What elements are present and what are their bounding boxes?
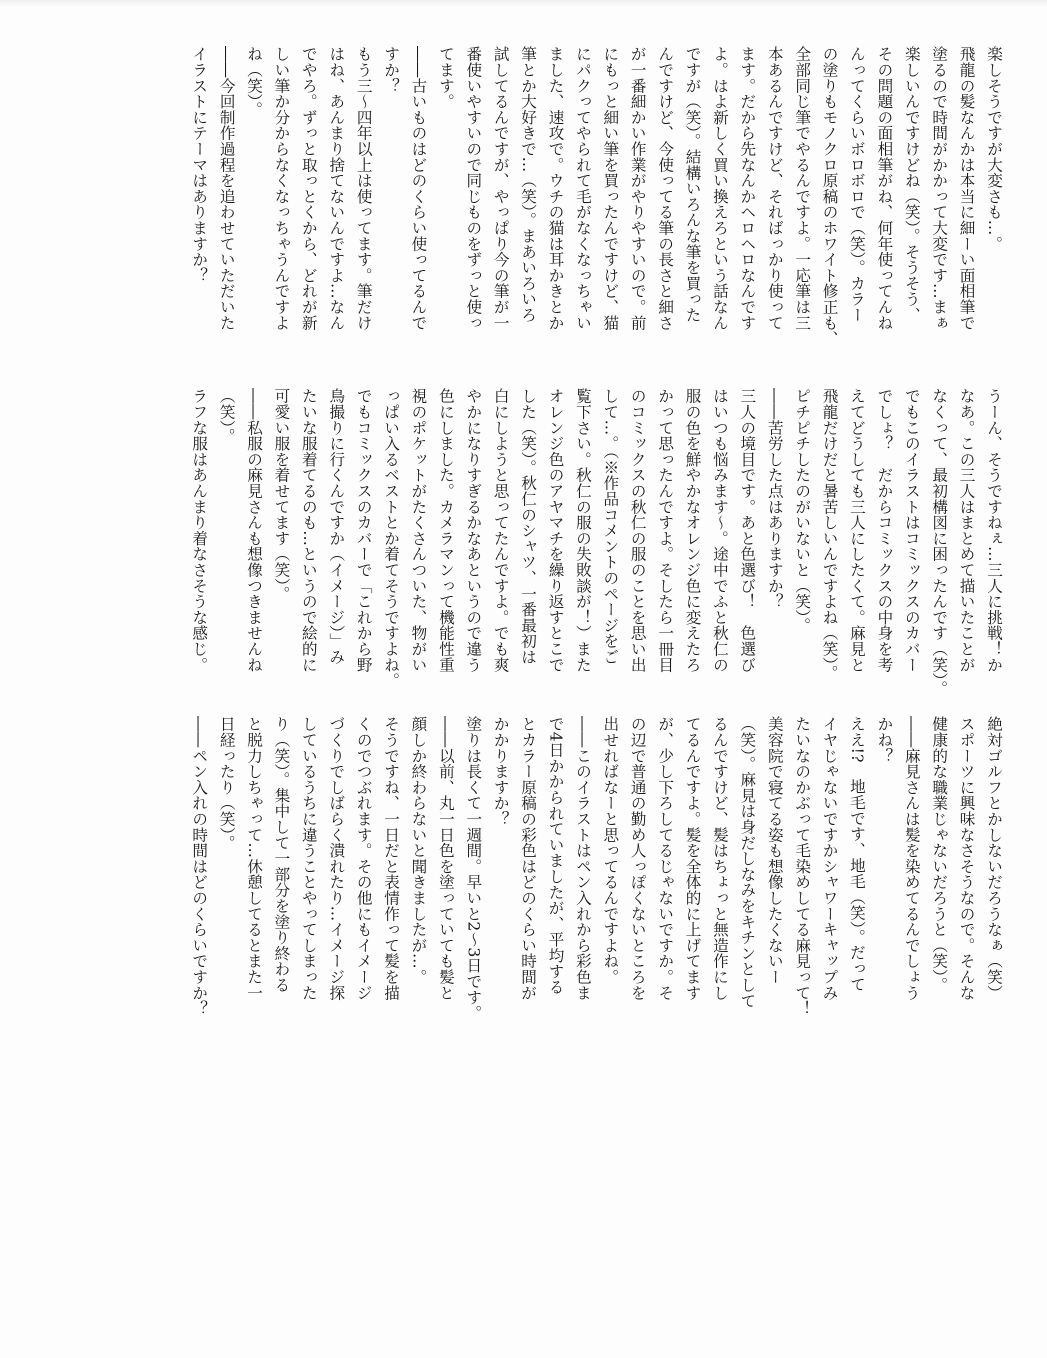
text-line: が一番細かい作業がやりやすいので。前: [628, 46, 647, 331]
text-line: しい筆か分からなくなっちゃうんですよ: [272, 46, 291, 331]
text-line: るんですけど、髪はちょっと無造作にし: [710, 716, 729, 1001]
text-line: くのでつぶれます。その他にもイメージ: [354, 716, 373, 1001]
text-line: えてどうしても三人にしたくて。麻見と: [847, 388, 866, 673]
text-line: 色にしました。カメラマンって機能性重: [436, 388, 455, 673]
text-line: でやろ。ずっと取っとくから、どれが新: [299, 46, 318, 331]
text-line: 覧下さい。秋仁の服の失敗談が！）また: [573, 388, 592, 673]
text-line: ですが（笑）。結構いろんな筆を買った: [683, 46, 702, 323]
text-line: んですけど、今使ってる筆の長さと細さ: [656, 46, 675, 331]
text-line: と脱力しちゃって…休憩してるとまた一: [245, 716, 264, 1001]
text-line: ラフな服はあんまり着なさそうな感じ。: [190, 388, 209, 673]
text-line: ええ!? 地毛です、地毛（笑）。だって: [847, 716, 866, 992]
text-line: ――麻見さんは髪を染めてるんでしょう: [902, 716, 921, 1001]
text-line: の辺で普通の勤め人っぽくないところを: [628, 716, 647, 1001]
text-line: とカラー原稿の彩色はどのくらい時間が: [519, 716, 538, 1001]
text-line: 白にしようと思ってたんですよ。でも爽: [491, 388, 510, 673]
text-line: 視のポケットがたくさんついた、物がい: [409, 388, 428, 673]
text-line: で4日かかられていましたが、平均する: [546, 716, 565, 995]
text-line: 塗りは長くて一週間。早いと2～3日です。: [464, 716, 483, 1021]
text-line: ね（笑）。: [245, 46, 264, 118]
text-line: よ。はよ新しく買い換えろという話なん: [710, 46, 729, 331]
text-line: の塗りもモノクロ原稿のホワイト修正も、: [820, 46, 839, 347]
text-block-middle: [185, 388, 1007, 704]
text-line: にパクってやられて毛がなくなっちゃい: [573, 46, 592, 331]
text-line: なあ。この三人はまとめて描いたことが: [957, 388, 976, 673]
text-line: 顔しか終わらないと聞きましたが…。: [409, 716, 428, 985]
text-line: 服の色を鮮やかなオレンジ色に変えたろ: [683, 388, 702, 673]
text-line: 飛龍だけだと暑苦しいんですよね（笑）。: [820, 388, 839, 681]
text-line: はいつも悩みます～。途中でふと秋仁の: [710, 388, 729, 673]
text-line: 日経ったり（笑）。: [217, 716, 236, 851]
text-line: 楽しいんですけどね（笑）。そうそう、: [902, 46, 921, 323]
text-line: オレンジ色のアヤマチを繰り返すとこで: [546, 388, 565, 673]
text-line: （笑）。麻見は身だしなみをキチンとして: [738, 716, 757, 1009]
text-line: てます。: [436, 46, 455, 110]
text-line: り（笑）。集中して一部分を塗り終わる: [272, 716, 291, 993]
text-line: かかりますか？: [491, 716, 510, 827]
text-line: づくりでしばらく潰れたり…イメージ探: [327, 716, 346, 1001]
text-line: てるんですよ。髪を全体的に上げてます: [683, 716, 702, 1001]
text-line: うーん、そうですねぇ…三人に挑戦！か: [985, 388, 1003, 673]
text-line: 楽しそうですが大変さも…。: [985, 46, 1003, 252]
text-line: ――苦労した点はありますか？: [765, 388, 784, 610]
text-line: ――ペン入れの時間はどのくらいですか？: [190, 716, 209, 1017]
text-line: ――今回制作過程を追わせていただいた: [217, 46, 236, 331]
text-line: 健康的な職業じゃないだろうと（笑）。: [930, 716, 949, 993]
text-line: でしょ？ だからコミックスの中身を考: [875, 388, 894, 673]
text-line: スポーツに興味なさそうなので。そんな: [957, 716, 976, 1001]
text-line: んってくらいボロボロで（笑）。カラー: [847, 46, 866, 323]
text-line: 全部同じ筆でやるんですよ。一応筆は三: [793, 46, 812, 331]
text-line: 出せればなーと思ってるんですよね。: [601, 716, 620, 985]
text-line: でもコミックスのカバーで「これから野: [354, 388, 373, 673]
text-line: ――古いものはどのくらい使ってるんで: [409, 46, 428, 331]
text-line: かね？: [875, 716, 894, 764]
text-block-top: [185, 46, 1007, 376]
text-line: たいな服着てるのも…というので絵的に: [299, 388, 318, 673]
text-line: かって思ったんですよ。そしたら一冊目: [656, 388, 675, 673]
scan-edge: [0, 0, 1047, 8]
text-line: イラストにテーマはありますか？: [190, 46, 209, 283]
text-line: 美容院で寝てる姿も想像したくないー: [765, 716, 784, 985]
text-line: もう三～四年以上は使ってます。筆だけ: [354, 46, 373, 331]
text-line: ピチピチしたのがいないと（笑）。: [793, 388, 812, 633]
text-line: のコミックスの秋仁の服のことを思い出: [628, 388, 647, 673]
text-line: ――以前、丸一日色を塗っていても髪と: [436, 716, 455, 1001]
text-line: した（笑）。秋仁のシャツ、一番最初は: [519, 388, 538, 665]
text-line: その問題の面相筆がね、何年使ってんね: [875, 46, 894, 331]
text-line: 鳥撮りに行くんですか（イメージ）」み: [327, 388, 346, 665]
text-line: 塗るので時間がかかって大変です…まぁ: [930, 46, 949, 331]
text-line: して…。（※作品コメントのページをご: [601, 388, 620, 665]
text-line: （笑）。: [217, 388, 236, 444]
text-line: 筆とか大好きで…（笑）。まあいろいろ: [519, 46, 538, 323]
text-line: ――私服の麻見さんも想像つきませんね: [245, 388, 264, 673]
text-line: 本あるんですけど、そればっかり使って: [765, 46, 784, 331]
text-line: 飛龍の髪なんかは本当に細ーい面相筆で: [957, 46, 976, 331]
text-line: 三人の境目です。あと色選び！ 色選び: [738, 388, 757, 673]
text-line: にもっと細い筆を買ったんですけど、猫: [601, 46, 620, 331]
text-line: が、少し下ろしてるじゃないですか。そ: [656, 716, 675, 1001]
text-line: っぱい入るベストとか着てそうですよね。: [382, 388, 401, 689]
text-line: しているうちに違うことやってしまった: [299, 716, 318, 1001]
text-line: ました、速攻で。ウチの猫は耳かきとか: [546, 46, 565, 331]
text-line: 絶対ゴルフとかしないだろうなぁ（笑）: [985, 716, 1003, 1001]
text-line: やかになりすぎるかなあというので違う: [464, 388, 483, 673]
text-line: ――このイラストはペン入れから彩色ま: [573, 716, 592, 1001]
text-line: はね、あんまり捨てないんですよ…なん: [327, 46, 346, 331]
text-line: そうですね、一日だと表情作って髪を描: [382, 716, 401, 1001]
text-line: なくって、最初構図に困ったんです（笑）。: [930, 388, 949, 697]
text-line: でもこのイラストはコミックスのカバー: [902, 388, 921, 673]
text-line: ます。だから先なんかヘロヘロなんです: [738, 46, 757, 331]
text-line: 可愛い服を着せてます（笑）。: [272, 388, 291, 602]
text-line: 試してるんですが、やっぱり今の筆が一: [491, 46, 510, 331]
text-line: すか？: [382, 46, 401, 94]
text-line: 番使いやすいので同じものをずっと使っ: [464, 46, 483, 331]
text-line: たいなのかぶって毛染めしてる麻見って！: [793, 716, 812, 1017]
text-block-bottom: [185, 716, 1007, 1046]
text-line: イヤじゃないですかシャワーキャップみ: [820, 716, 839, 1001]
